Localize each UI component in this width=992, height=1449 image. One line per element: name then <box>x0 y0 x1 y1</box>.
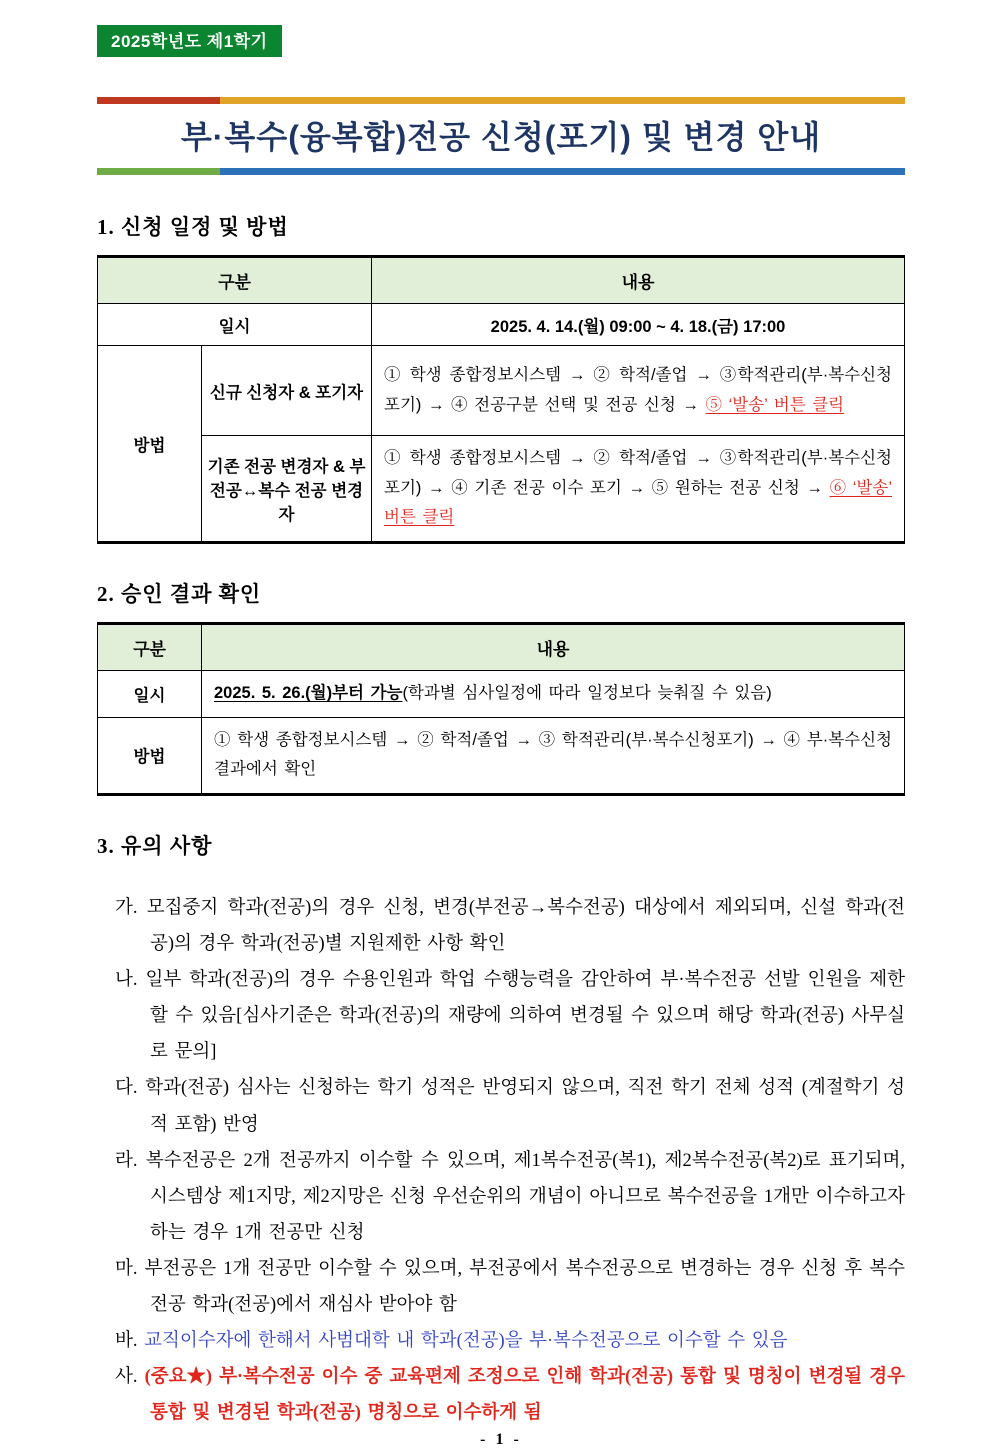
method-label-cell: 방법 <box>98 717 202 794</box>
approval-result-table <box>97 622 905 796</box>
item-text: 일부 학과(전공)의 경우 수용인원과 학업 수행능력을 감안하여 부·복수전공 선발 인원을 제한할 수 있음[심사기준은 학과(전공)의 재량에 의하여 변경될 수 있으며 해당 학과(전공) 사무실로 문의] <box>145 970 905 1063</box>
result-date-note: (학과별 심사일정에 따라 일정보다 늦춰질 수 있음) <box>402 684 772 703</box>
table-header-row <box>98 624 905 671</box>
steps-text: ① 학생 종합정보시스템 → ② 학적/졸업 → ③학적관리(부·복수신청포기) → ④ 기존 전공 이수 포기 → ⑤ 원하는 전공 신청 → <box>384 449 892 497</box>
page-number: - 1 - <box>480 1431 522 1449</box>
section1-heading: 1. 신청 일정 및 방법 <box>97 215 289 239</box>
table-row <box>98 304 905 346</box>
title-top-bar-orange-segment <box>220 97 905 104</box>
method-label-cell: 방법 <box>98 346 202 543</box>
section3-heading: 3. 유의 사항 <box>97 834 213 859</box>
item-text-teaching-certificate: 교직이수자에 한해서 사범대학 내 학과(전공)을 부·복수전공으로 이수할 수 있음 <box>144 1330 788 1351</box>
table-row <box>98 717 905 794</box>
item-text: 모집중지 학과(전공)의 경우 신청, 변경(부전공→복수전공) 대상에서 제외되며, 신설 학과(전공)의 경우 학과(전공)별 지원제한 사항 확인 <box>146 898 906 955</box>
list-item <box>97 1143 905 1251</box>
list-item <box>97 1359 905 1431</box>
title-bottom-bar-green-segment <box>97 168 220 175</box>
list-item <box>97 1323 905 1359</box>
steps-send-button-highlight: ⑥ ‘발송’ 버튼 클릭 <box>384 478 892 527</box>
item-label: 라. <box>115 1150 138 1171</box>
item-text: 학과(전공) 심사는 신청하는 학기 성적은 반영되지 않으며, 직전 학기 전체 성적 (계절학기 성적 포함) 반영 <box>145 1078 906 1135</box>
list-item <box>97 1251 905 1323</box>
datetime-value-cell <box>202 671 905 718</box>
title-top-bar-red-segment <box>97 97 220 104</box>
new-applicant-steps-cell <box>372 346 905 436</box>
item-label: 사. <box>115 1366 138 1387</box>
method-steps-cell: ① 학생 종합정보시스템 → ② 학적/졸업 → ③ 학적관리(부·복수신청포기) → ④ 부·복수신청결과에서 확인 <box>202 717 905 794</box>
list-item <box>97 962 905 1070</box>
application-schedule-table <box>97 255 905 544</box>
datetime-label-cell: 일시 <box>98 304 372 346</box>
section2-heading: 2. 승인 결과 확인 <box>97 582 262 607</box>
item-text: 복수전공은 2개 전공까지 이수할 수 있으며, 제1복수전공(복1), 제2복수전공(복2)로 표기되며, 시스템상 제1지망, 제2지망은 신청 우선순위의 개념이 아니므로 복수전공을 1개만 이수하고자 하는 경우 1개 전공만 신청 <box>145 1150 906 1243</box>
datetime-label-cell: 일시 <box>98 671 202 718</box>
steps-text: ① 학생 종합정보시스템 → ② 학적/졸업 → ③학적관리(부·복수신청포기) → ④ 전공구분 선택 및 전공 신청 → <box>384 365 892 414</box>
list-item <box>97 1070 905 1142</box>
column-header-content: 내용 <box>202 624 905 671</box>
item-text: 부전공은 1개 전공만 이수할 수 있으며, 부전공에서 복수전공으로 변경하는 경우 신청 후 복수전공 학과(전공)에서 재심사 받아야 함 <box>144 1258 905 1315</box>
title-bottom-bar <box>97 168 905 175</box>
table-row <box>98 346 905 436</box>
item-label: 마. <box>115 1258 138 1279</box>
changer-label-cell: 기존 전공 변경자 & 부전공↔복수 전공 변경자 <box>202 436 372 543</box>
item-label: 나. <box>115 970 138 991</box>
title-block <box>97 97 905 175</box>
title-bottom-bar-blue-segment <box>220 168 905 175</box>
semester-badge: 2025학년도 제1학기 <box>97 25 282 57</box>
title-top-bar <box>97 97 905 104</box>
column-header-content: 내용 <box>372 257 905 304</box>
result-date-highlight: 2025. 5. 26.(월)부터 가능 <box>214 684 403 703</box>
table-header-row <box>98 257 905 304</box>
column-header-category: 구분 <box>98 257 372 304</box>
item-label: 가. <box>115 898 138 919</box>
new-applicant-label-cell: 신규 신청자 & 포기자 <box>202 346 372 436</box>
changer-steps-cell <box>372 436 905 543</box>
list-item <box>97 890 905 962</box>
table-row <box>98 436 905 543</box>
table-row <box>98 671 905 718</box>
steps-send-button-highlight: ⑤ ‘발송’ 버튼 클릭 <box>705 395 845 414</box>
page-title: 부·복수(융복합)전공 신청(포기) 및 변경 안내 <box>180 119 822 155</box>
item-label: 다. <box>115 1078 138 1099</box>
datetime-value-cell: 2025. 4. 14.(월) 09:00 ~ 4. 18.(금) 17:00 <box>372 304 905 346</box>
item-label: 바. <box>115 1330 138 1351</box>
column-header-category: 구분 <box>98 624 202 671</box>
item-text-important: (중요★) 부·복수전공 이수 중 교육편제 조정으로 인해 학과(전공) 통합 및 명칭이 변경될 경우 통합 및 변경된 학과(전공) 명칭으로 이수하게 됨 <box>144 1366 905 1423</box>
notice-list <box>97 890 905 1431</box>
